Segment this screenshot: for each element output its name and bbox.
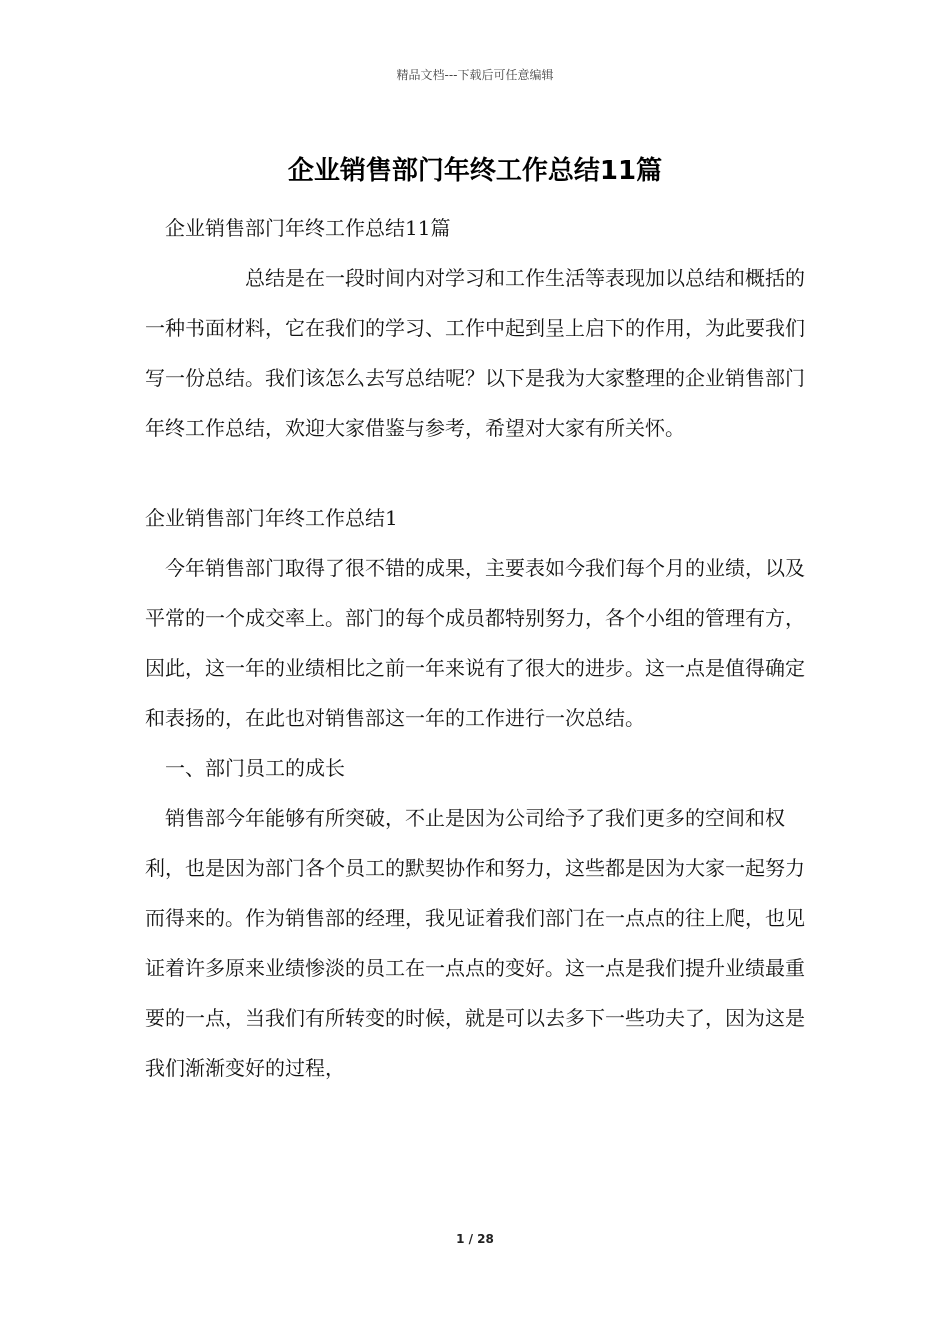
intro-paragraph: 总结是在一段时间内对学习和工作生活等表现加以总结和概括的一种书面材料，它在我们的学习、工作中起到呈上启下的作用，为此要我们写一份总结。我们该怎么去写总结呢？以下是我为大家整理的企业销售部门年终工作总结，欢迎大家借鉴与参考，希望对大家有所关怀。 bbox=[145, 266, 805, 440]
page-number: 1 / 28 bbox=[456, 1232, 494, 1246]
paragraph-1: 今年销售部门取得了很不错的成果，主要表如今我们每个月的业绩，以及平常的一个成交率上。部门的每个成员都特别努力，各个小组的管理有方，因此，这一年的业绩相比之前一年来说有了很大的进步。这一点是值得确定和表扬的，在此也对销售部这一年的工作进行一次总结。 bbox=[145, 556, 805, 730]
heading-1: 一、部门员工的成长 bbox=[165, 756, 345, 780]
document-title: 企业销售部门年终工作总结11篇 bbox=[287, 156, 663, 186]
document-body bbox=[145, 203, 805, 1093]
page-header: 精品文档---下载后可任意编辑 bbox=[396, 68, 554, 82]
subtitle: 企业销售部门年终工作总结11篇 bbox=[165, 216, 451, 240]
paragraph-2: 销售部今年能够有所突破，不止是因为公司给予了我们更多的空间和权利，也是因为部门各个员工的默契协作和努力，这些都是因为大家一起努力而得来的。作为销售部的经理，我见证着我们部门在一点点的往上爬，也见证着许多原来业绩惨淡的员工在一点点的变好。这一点是我们提升业绩最重要的一点，当我们有所转变的时候，就是可以去多下一些功夫了，因为这是我们渐渐变好的过程， bbox=[145, 806, 805, 1080]
section-title: 企业销售部门年终工作总结1 bbox=[145, 506, 398, 530]
